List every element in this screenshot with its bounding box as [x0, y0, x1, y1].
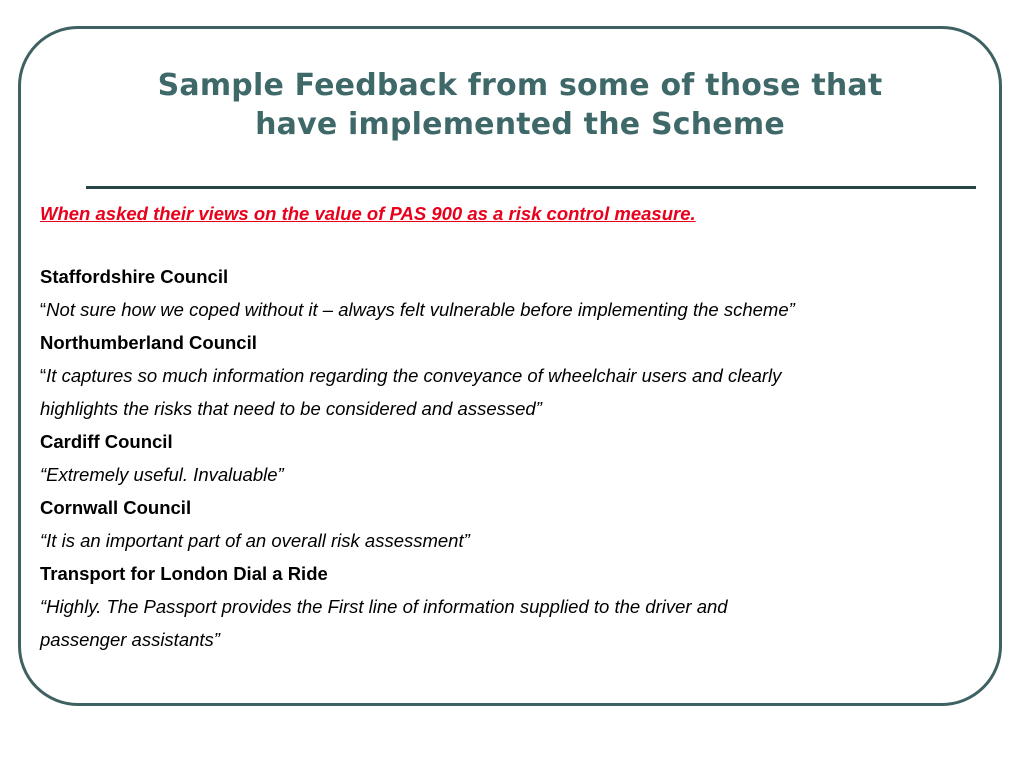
title-divider — [86, 186, 976, 189]
organisation-tfl-dial-a-ride: Transport for London Dial a Ride — [40, 563, 328, 584]
quote-northumberland-line-1 — [40, 362, 990, 395]
title-line-2: have implemented the Scheme — [255, 107, 785, 142]
slide-title — [0, 66, 1024, 144]
title-line-1: Sample Feedback from some of those that — [157, 68, 883, 103]
quote-cornwall: “It is an important part of an overall risk assessment” — [40, 530, 470, 551]
quote-staffordshire — [40, 296, 990, 329]
open-quote-mark: “ — [40, 299, 47, 320]
organisation-northumberland: Northumberland Council — [40, 332, 257, 353]
organisation-cornwall: Cornwall Council — [40, 497, 192, 518]
organisation-staffordshire: Staffordshire Council — [40, 266, 229, 287]
intro-question: When asked their views on the value of PAS 900 as a risk control measure. — [40, 203, 696, 224]
spacer — [40, 233, 990, 263]
quote-text: Not sure how we coped without it – always felt vulnerable before implementing the scheme” — [46, 299, 795, 320]
quote-tfl-line-1: “Highly. The Passport provides the First line of information supplied to the driver and — [40, 596, 728, 617]
quote-text: It captures so much information regarding the conveyance of wheelchair users and clearly — [46, 365, 782, 386]
quote-northumberland-line-2: highlights the risks that need to be considered and assessed” — [40, 398, 542, 419]
quote-cardiff: “Extremely useful. Invaluable” — [40, 464, 284, 485]
feedback-body — [40, 200, 990, 659]
quote-tfl-line-2: passenger assistants” — [40, 629, 220, 650]
open-quote-mark: “ — [40, 365, 47, 386]
organisation-cardiff: Cardiff Council — [40, 431, 173, 452]
